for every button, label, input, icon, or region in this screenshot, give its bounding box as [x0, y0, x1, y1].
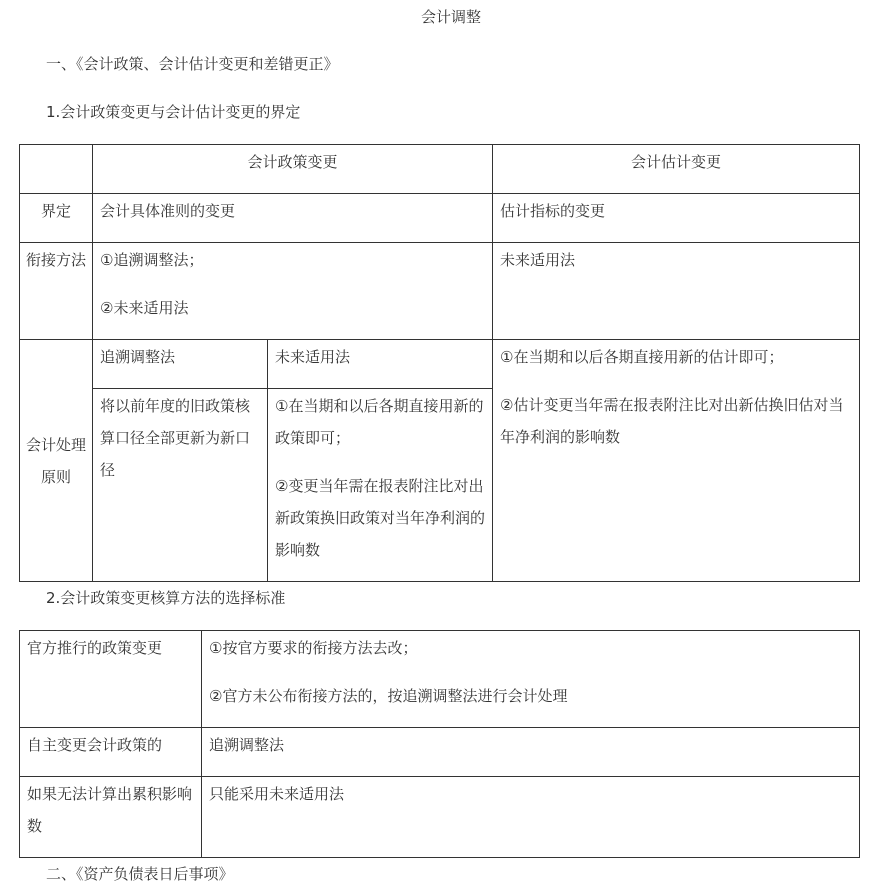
- method-policy-1: ①追溯调整法；: [100, 251, 204, 269]
- principle-retro-head: 追溯调整法: [93, 340, 268, 389]
- selection-value-voluntary: 追溯调整法: [202, 728, 860, 777]
- selection-label-voluntary: 自主变更会计政策的: [20, 728, 202, 777]
- table-row: [20, 777, 860, 858]
- method-selection-table: [19, 630, 860, 858]
- define-estimate: 估计指标的变更: [493, 194, 860, 243]
- method-policy: [93, 243, 493, 340]
- selection-label-official: 官方推行的政策变更: [20, 631, 202, 728]
- table-cell-empty: [20, 145, 93, 194]
- principle-future-body: [268, 389, 493, 582]
- header-policy-change: 会计政策变更: [93, 145, 493, 194]
- subheading-1: 1.会计政策变更与会计估计变更的界定: [46, 103, 301, 121]
- principle-estimate: [493, 340, 860, 582]
- principle-estimate-1: ①在当期和以后各期直接用新的估计即可；: [500, 348, 784, 366]
- principle-future-head: 未来适用法: [268, 340, 493, 389]
- selection-value-official-1: ①按官方要求的衔接方法去改；: [209, 639, 418, 657]
- table-row: [20, 631, 860, 728]
- subheading-2: 2.会计政策变更核算方法的选择标准: [46, 589, 286, 607]
- header-estimate-change: 会计估计变更: [493, 145, 860, 194]
- selection-value-unmeasurable: 只能采用未来适用法: [202, 777, 860, 858]
- principle-estimate-2: ②估计变更当年需在报表附注比对出新估换旧估对当年净利润的影响数: [500, 396, 844, 446]
- selection-label-unmeasurable: 如果无法计算出累积影响数: [20, 777, 202, 858]
- method-estimate: 未来适用法: [493, 243, 860, 340]
- row-label-method: 衔接方法: [20, 243, 93, 340]
- table-row: [20, 194, 860, 243]
- table-row: [20, 145, 860, 194]
- selection-value-official: [202, 631, 860, 728]
- table-row: [20, 728, 860, 777]
- selection-value-official-2: ②官方未公布衔接方法的，按追溯调整法进行会计处理: [209, 687, 568, 705]
- principle-future-2: ②变更当年需在报表附注比对出新政策换旧政策对当年净利润的影响数: [275, 477, 486, 559]
- policy-vs-estimate-table: [19, 144, 860, 582]
- table-row: [20, 243, 860, 340]
- principle-future-1: ①在当期和以后各期直接用新的政策即可；: [275, 397, 484, 447]
- row-label-principle: 会计处理原则: [20, 340, 93, 582]
- section-heading-2: 二、《资产负债表日后事项》: [46, 865, 234, 883]
- page-title: 会计调整: [421, 8, 482, 26]
- define-policy: 会计具体准则的变更: [93, 194, 493, 243]
- section-heading-1: 一、《会计政策、会计估计变更和差错更正》: [46, 55, 339, 73]
- table-row: [20, 340, 860, 389]
- method-policy-2: ②未来适用法: [100, 299, 189, 317]
- row-label-define: 界定: [20, 194, 93, 243]
- principle-retro-body: 将以前年度的旧政策核算口径全部更新为新口径: [93, 389, 268, 582]
